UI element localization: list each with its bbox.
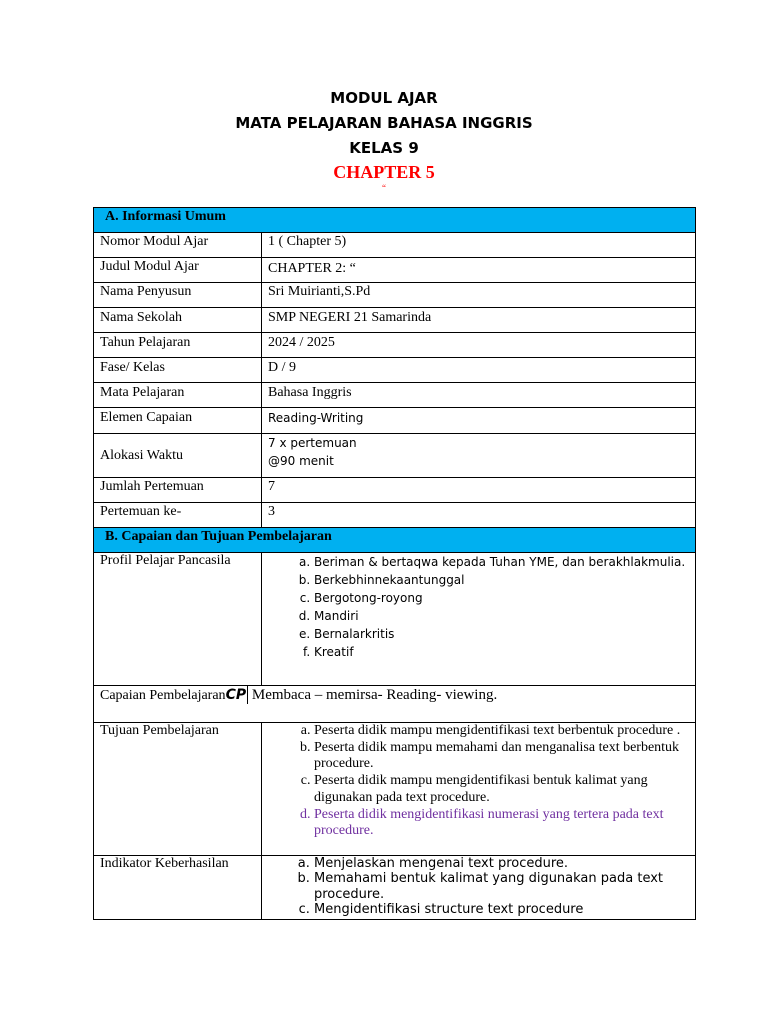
table-row <box>94 503 696 528</box>
row-value <box>262 553 696 686</box>
table-row <box>94 258 696 283</box>
row-label: Elemen Capaian <box>94 408 262 434</box>
list-item: f. Kreatif <box>314 643 689 661</box>
list-item: a. Peserta didik mampu mengidentifikasi text berbentuk procedure . <box>314 723 691 740</box>
table-row <box>94 553 696 686</box>
row-label: Mata Pelajaran <box>94 383 262 408</box>
capaian-row <box>94 686 696 723</box>
table-row <box>94 383 696 408</box>
row-label: Tujuan Pembelajaran <box>94 723 262 856</box>
section-a-header: A. Informasi Umum <box>94 208 696 233</box>
row-label: Nama Sekolah <box>94 308 262 333</box>
title-kelas: KELAS 9 <box>349 139 419 157</box>
list-item: c. Peserta didik mampu mengidentifikasi bentuk kalimat yang digunakan pada text procedure. <box>314 773 691 806</box>
row-value: Reading-Writing <box>262 408 696 434</box>
table-row <box>94 478 696 503</box>
list-item: c. Bergotong-royong <box>314 589 689 607</box>
row-value: 1 ( Chapter 5) <box>262 233 696 258</box>
list-item: b. Berkebhinnekaantunggal <box>314 571 689 589</box>
row-label: Fase/ Kelas <box>94 358 262 383</box>
list-item: a. Menjelaskan mengenai text procedure. <box>314 856 691 871</box>
indikator-list <box>268 856 691 918</box>
title-quote-mark: “ <box>382 183 386 193</box>
row-label: Nomor Modul Ajar <box>94 233 262 258</box>
row-value: 3 <box>262 503 696 528</box>
list-item: b. Peserta didik mampu memahami dan menganalisa text berbentuk procedure. <box>314 740 691 773</box>
row-value: 7 <box>262 478 696 503</box>
table-row <box>94 686 696 723</box>
row-value: Bahasa Inggris <box>262 383 696 408</box>
title-mata-pelajaran: MATA PELAJARAN BAHASA INGGRIS <box>235 114 533 132</box>
document-header <box>0 86 768 193</box>
modul-table <box>93 207 696 920</box>
capaian-label: Capaian Pembelajaran <box>100 688 226 703</box>
row-label: Pertemuan ke- <box>94 503 262 528</box>
table-row <box>94 233 696 258</box>
list-item: c. Mengidentifikasi structure text procedure <box>314 902 691 917</box>
table-row <box>94 308 696 333</box>
row-label: Jumlah Pertemuan <box>94 478 262 503</box>
title-modul-ajar: MODUL AJAR <box>330 89 438 107</box>
list-item: b. Memahami bentuk kalimat yang digunakan pada text procedure. <box>314 871 691 902</box>
list-item: a. Beriman & bertaqwa kepada Tuhan YME, dan berakhlakmulia. <box>314 553 689 571</box>
cp-label: CP <box>225 687 247 703</box>
capaian-value: Membaca – memirsa- Reading- viewing. <box>248 687 498 703</box>
row-value: SMP NEGERI 21 Samarinda <box>262 308 696 333</box>
table-row <box>94 856 696 920</box>
row-value: CHAPTER 2: “ <box>262 258 696 283</box>
alokasi-line-1: 7 x pertemuan <box>268 436 357 450</box>
alokasi-line-2: @90 menit <box>268 454 334 468</box>
row-value <box>262 434 696 478</box>
list-item: d. Mandiri <box>314 607 689 625</box>
section-b-header: B. Capaian dan Tujuan Pembelajaran <box>94 528 696 553</box>
row-value: Sri Muirianti,S.Pd <box>262 283 696 308</box>
table-row <box>94 283 696 308</box>
table-row <box>94 408 696 434</box>
row-label: Nama Penyusun <box>94 283 262 308</box>
table-row <box>94 723 696 856</box>
tujuan-list <box>268 723 691 840</box>
row-value: D / 9 <box>262 358 696 383</box>
row-label: Judul Modul Ajar <box>94 258 262 283</box>
row-label: Profil Pelajar Pancasila <box>94 553 262 686</box>
profil-list <box>268 553 689 661</box>
table-row <box>94 434 696 478</box>
list-item: d. Peserta didik mengidentifikasi numerasi yang tertera pada text procedure. <box>314 807 691 840</box>
row-value <box>262 723 696 856</box>
table-row <box>94 358 696 383</box>
row-label: Alokasi Waktu <box>94 434 262 478</box>
row-label: Indikator Keberhasilan <box>94 856 262 920</box>
row-value <box>262 856 696 920</box>
row-label: Tahun Pelajaran <box>94 333 262 358</box>
table-row <box>94 333 696 358</box>
list-item: e. Bernalarkritis <box>314 625 689 643</box>
row-value: 2024 / 2025 <box>262 333 696 358</box>
title-chapter: CHAPTER 5 <box>333 162 435 182</box>
